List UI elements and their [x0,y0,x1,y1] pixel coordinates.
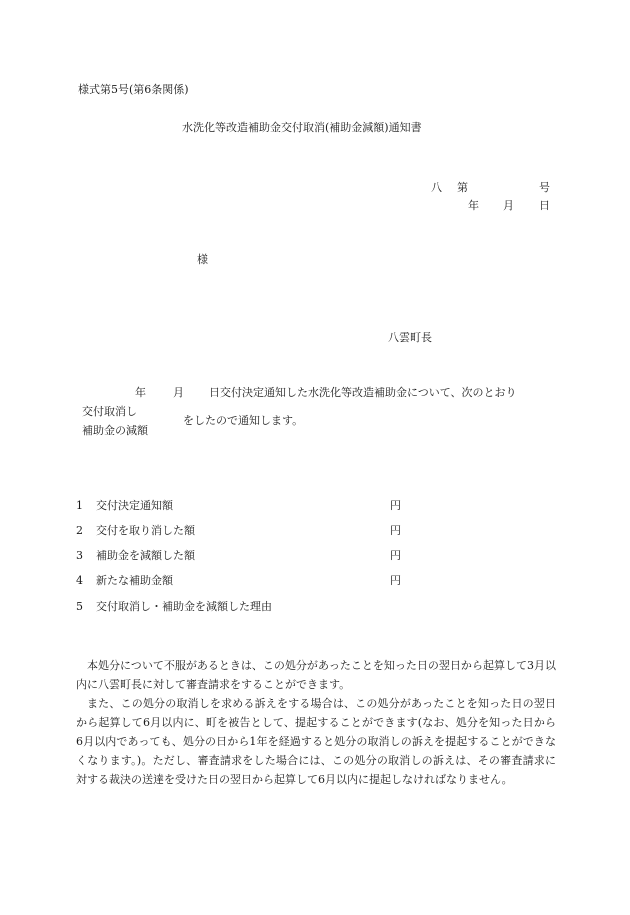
doc-number-gou: 号 [539,181,550,194]
item-number: 5 [76,600,83,613]
body-line-1-text: 日交付決定通知した水洗化等改造補助金について、次のとおり [209,386,517,399]
item-number: 4 [76,574,83,587]
option-cancel: 交付取消し [82,405,137,418]
item-label: 交付を取り消した額 [96,524,195,537]
item-number: 2 [76,524,83,537]
issuer-name: 八雲町長 [388,331,432,344]
notice-paragraph-1: 本処分について不服があるときは、この処分があったことを知った日の翌日から起算して3月以内に八雲町長に対して審査請求をすることができます。 [76,659,556,691]
item-label: 交付決定通知額 [96,499,173,512]
date-day-label: 日 [539,199,550,212]
notice-paragraph-2: また、この処分の取消しを求める訴えをする場合は、この処分があったことを知った日の翌日から起算して6月以内に、町を被告として、提起することができます(なお、処分を知った日から6月以内であっても、処分の日から1年を経過すると処分の取消しの訴えを提起することができなくなります。)。ただし、審査請求をした場合には、この処分の取消しの訴えは、その審査請求に対する裁決の送達を受けた日の翌日から起算して6月以内に提起しなければなりません。 [76,697,556,786]
date-month-label: 月 [503,199,514,212]
body-month-label: 月 [173,386,184,399]
option-reduce: 補助金の減額 [82,424,148,437]
form-number: 様式第5号(第6条関係) [78,83,189,96]
addressee-suffix: 様 [197,253,208,266]
item-unit: 円 [390,499,401,512]
body-year-label: 年 [135,386,146,399]
doc-number-dai: 第 [457,181,468,194]
item-unit: 円 [390,574,401,587]
body-line-2: をしたので通知します。 [183,414,304,427]
item-label: 交付取消し・補助金を減額した理由 [96,600,272,613]
item-number: 3 [76,549,83,562]
doc-number-prefix: 八 [431,181,442,194]
item-number: 1 [76,499,83,512]
item-label: 補助金を減額した額 [96,549,195,562]
document-title: 水洗化等改造補助金交付取消(補助金減額)通知書 [182,121,422,134]
item-unit: 円 [390,524,401,537]
date-year-label: 年 [468,199,479,212]
item-unit: 円 [390,549,401,562]
item-label: 新たな補助金額 [96,574,173,587]
appeal-notice [76,656,556,789]
